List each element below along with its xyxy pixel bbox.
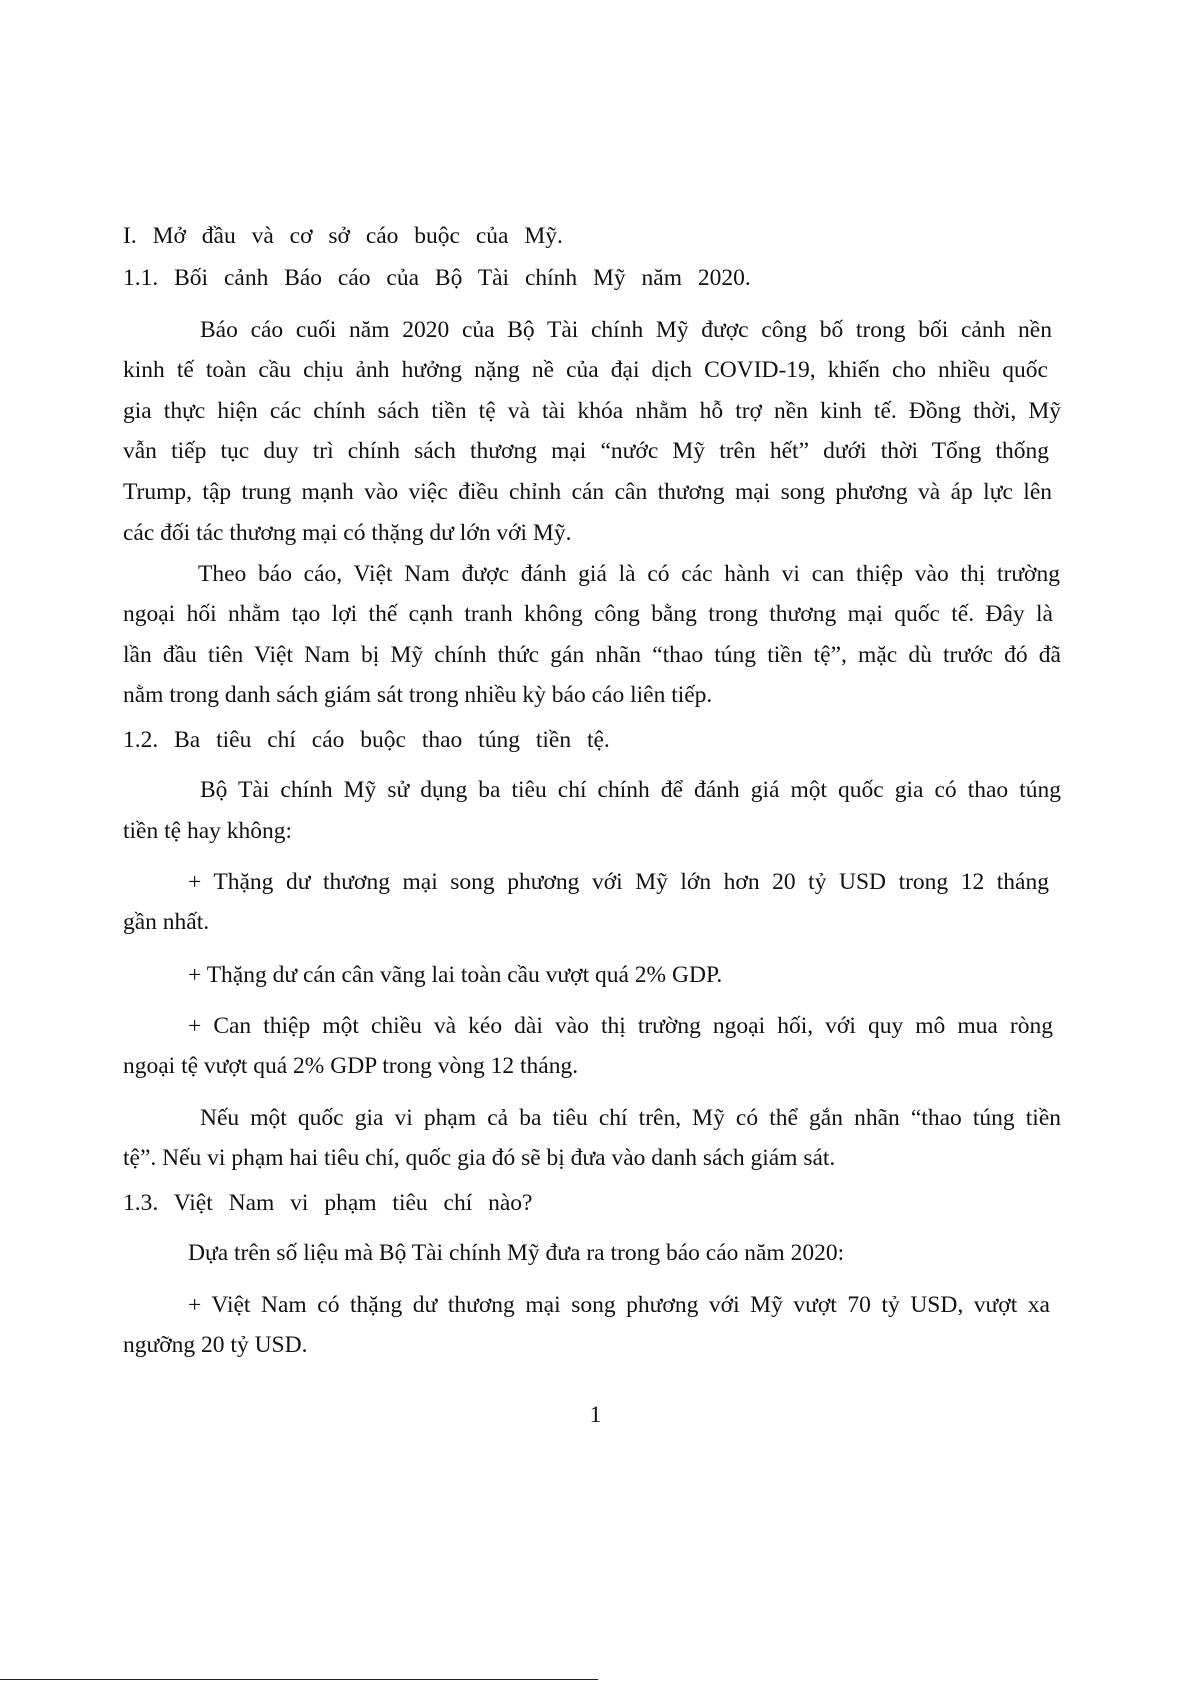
- paragraph-line: Dựa trên số liệu mà Bộ Tài chính Mỹ đưa ra trong báo cáo năm 2020:: [188, 1240, 845, 1266]
- paragraph-line: tệ”. Nếu vi phạm hai tiêu chí, quốc gia đó sẽ bị đưa vào danh sách giám sát.: [123, 1145, 836, 1171]
- paragraph-line: Nếu một quốc gia vi phạm cả ba tiêu chí trên, Mỹ có thể gắn nhãn “thao túng tiền: [200, 1105, 1061, 1131]
- criterion-line: ngoại tệ vượt quá 2% GDP trong vòng 12 tháng.: [123, 1053, 579, 1079]
- paragraph-line: lần đầu tiên Việt Nam bị Mỹ chính thức gán nhãn “thao túng tiền tệ”, mặc dù trước đó đã: [123, 642, 1061, 668]
- paragraph-line: các đối tác thương mại có thặng dư lớn với Mỹ.: [123, 520, 572, 546]
- paragraph-line: ngoại hối nhằm tạo lợi thế cạnh tranh không công bằng trong thương mại quốc tế. Đây là: [123, 601, 1053, 627]
- paragraph-line: Trump, tập trung mạnh vào việc điều chỉnh cán cân thương mại song phương và áp lực lên: [123, 479, 1052, 505]
- paragraph-line: gia thực hiện các chính sách tiền tệ và tài khóa nhằm hỗ trợ nền kinh tế. Đồng thời, Mỹ: [123, 398, 1061, 424]
- paragraph-line: nằm trong danh sách giám sát trong nhiều kỳ báo cáo liên tiếp.: [123, 682, 713, 708]
- paragraph-line: vẫn tiếp tục duy trì chính sách thương mại “nước Mỹ trên hết” dưới thời Tổng thống: [123, 438, 1049, 464]
- paragraph-line: Bộ Tài chính Mỹ sử dụng ba tiêu chí chính để đánh giá một quốc gia có thao túng: [200, 777, 1061, 803]
- paragraph-line: kinh tế toàn cầu chịu ảnh hưởng nặng nề của đại dịch COVID-19, khiến cho nhiều quốc: [123, 357, 1048, 383]
- criterion-line: + Thặng dư cán cân vãng lai toàn cầu vượt quá 2% GDP.: [188, 962, 723, 988]
- paragraph-line: tiền tệ hay không:: [123, 818, 293, 844]
- paragraph-line: + Việt Nam có thặng dư thương mại song phương với Mỹ vượt 70 tỷ USD, vượt xa: [188, 1292, 1050, 1318]
- page-number: 1: [589, 1402, 602, 1428]
- page-bottom-rule: [0, 1679, 598, 1680]
- subsection-heading-1-3: 1.3. Việt Nam vi phạm tiêu chí nào?: [123, 1190, 533, 1216]
- subsection-heading-1-2: 1.2. Ba tiêu chí cáo buộc thao túng tiền tệ.: [123, 727, 610, 753]
- criterion-line: gần nhất.: [123, 909, 210, 935]
- section-heading: I. Mở đầu và cơ sở cáo buộc của Mỹ.: [123, 223, 563, 249]
- criterion-line: + Can thiệp một chiều và kéo dài vào thị trường ngoại hối, với quy mô mua ròng: [188, 1013, 1053, 1039]
- paragraph-line: Theo báo cáo, Việt Nam được đánh giá là có các hành vi can thiệp vào thị trường: [198, 561, 1060, 587]
- criterion-line: + Thặng dư thương mại song phương với Mỹ lớn hơn 20 tỷ USD trong 12 tháng: [188, 869, 1049, 895]
- paragraph-line: Báo cáo cuối năm 2020 của Bộ Tài chính Mỹ được công bố trong bối cảnh nền: [200, 317, 1052, 343]
- paragraph-line: ngưỡng 20 tỷ USD.: [123, 1332, 308, 1358]
- subsection-heading-1-1: 1.1. Bối cảnh Báo cáo của Bộ Tài chính Mỹ năm 2020.: [123, 265, 751, 291]
